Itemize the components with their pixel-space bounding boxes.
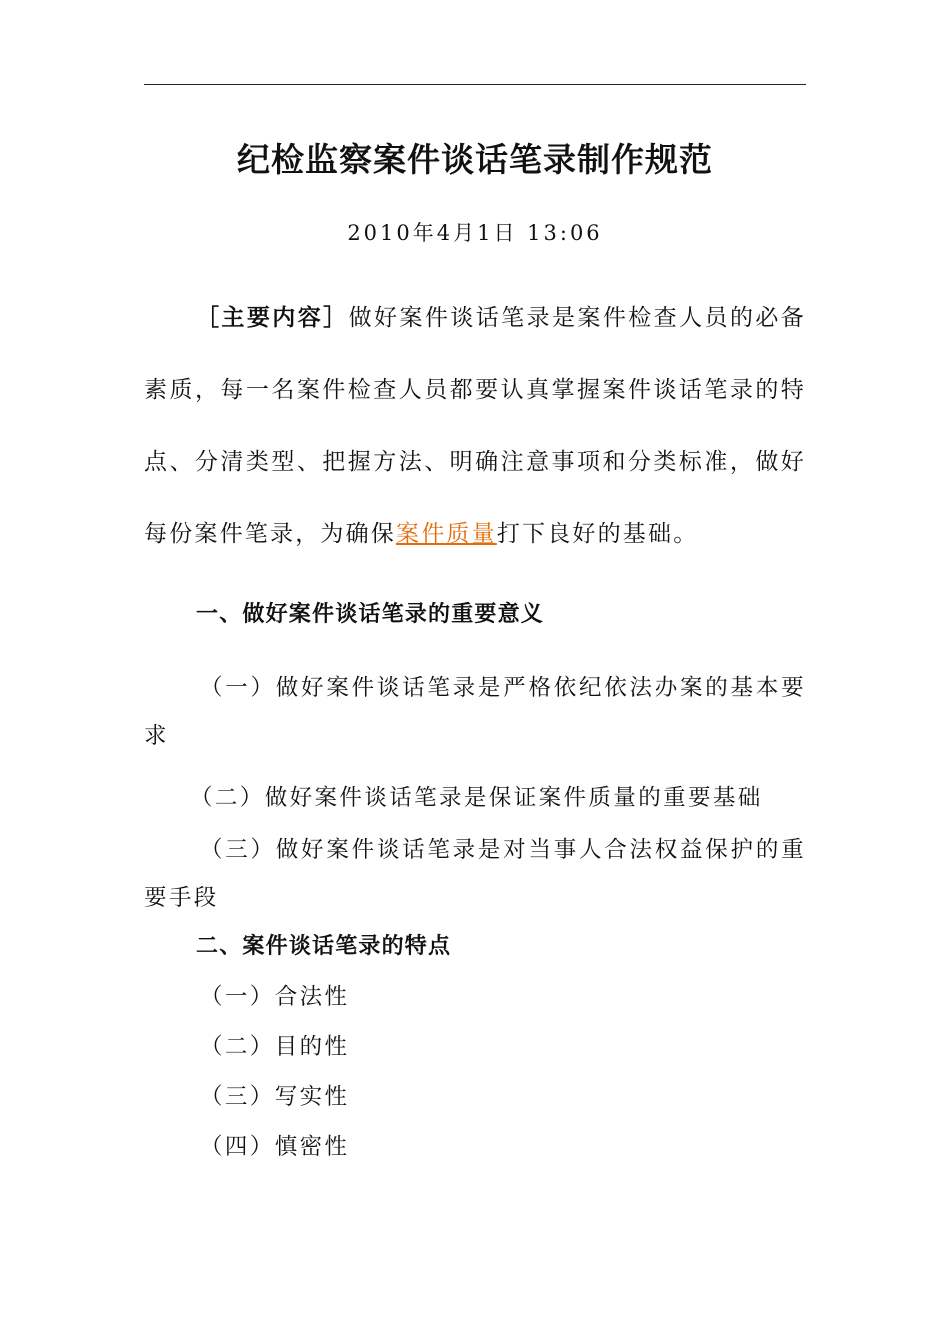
header-rule: [144, 84, 806, 85]
abstract-paragraph: [144, 282, 806, 570]
abstract-text: 做好案件谈话笔录是案件检查人员的必备素质，每一名案件检查人员都要认真掌握案件谈话笔录的特点、分清类型、把握方法、明确注意事项和分类标准，做好每份案件笔录，为确保: [144, 305, 806, 547]
section1-heading: 一、做好案件谈话笔录的重要意义: [196, 602, 545, 627]
section2-item-4: （四）慎密性: [200, 1134, 350, 1160]
abstract-text-end: 打下良好的基础。: [496, 521, 699, 547]
section1-item-2: （二）做好案件谈话笔录是保证案件质量的重要基础: [190, 785, 763, 811]
section2-heading: 二、案件谈话笔录的特点: [196, 934, 452, 959]
document-date: 2010年4月1日 13:06: [347, 221, 603, 245]
section1-item-3: （三）做好案件谈话笔录是对当事人合法权益保护的重要手段: [144, 837, 806, 911]
document-title: 纪检监察案件谈话笔录制作规范: [237, 140, 713, 179]
section2-item-2: （二）目的性: [200, 1034, 350, 1060]
case-quality-link[interactable]: 案件质量: [396, 521, 497, 547]
section2-item-1: （一）合法性: [200, 984, 350, 1010]
section1-item-1: （一）做好案件谈话笔录是严格依纪依法办案的基本要求: [144, 675, 806, 749]
abstract-label: ［主要内容］: [196, 305, 349, 331]
section2-item-3: （三）写实性: [200, 1084, 350, 1110]
